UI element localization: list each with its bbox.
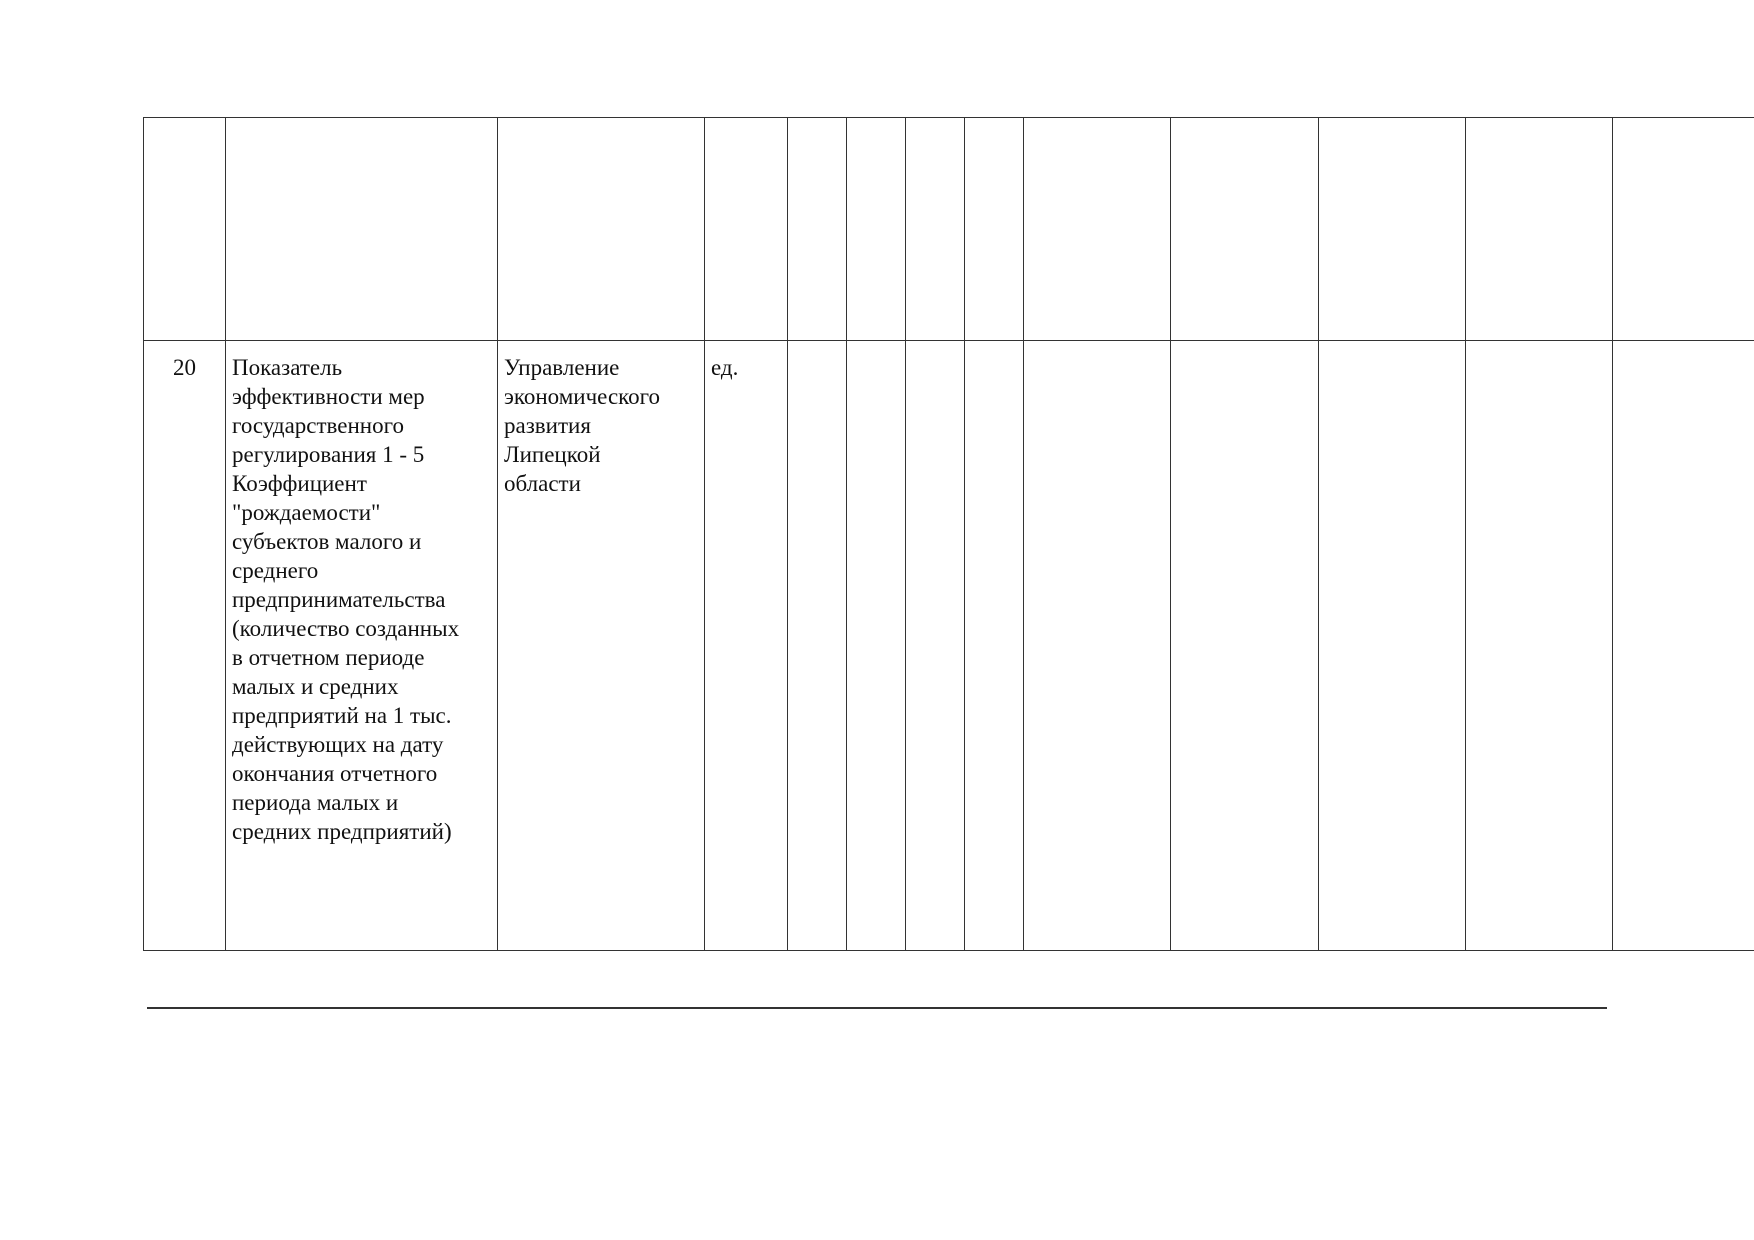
indicator-name-cell: Показатель эффективности мер государственного регулирования 1 - 5 Коэффициент "рождаемости" субъектов малого и среднего предпринимательства (количество созданных в отчетном периоде малых и средних предприятий на 1 тыс. действующих на дату окончания отчетного периода малых и средних предприятий) xyxy=(226,341,498,951)
footnote-divider xyxy=(147,1007,1607,1009)
table-row xyxy=(144,341,1754,951)
table-cell xyxy=(1024,118,1171,341)
table-cell xyxy=(1319,341,1466,951)
table-cell xyxy=(705,118,788,341)
table-cell xyxy=(788,118,847,341)
table-header-continuation-row xyxy=(144,118,1754,341)
table-cell xyxy=(965,341,1024,951)
responsible-cell: Управление экономического развития Липецкой области xyxy=(498,341,705,951)
table-cell xyxy=(847,118,906,341)
indicator-table xyxy=(143,117,1754,951)
table-cell xyxy=(1171,118,1319,341)
table-cell xyxy=(847,341,906,951)
table-cell xyxy=(1024,341,1171,951)
table-cell xyxy=(144,118,226,341)
table-cell xyxy=(1466,341,1613,951)
table-cell xyxy=(906,118,965,341)
table-cell xyxy=(788,341,847,951)
table-cell xyxy=(1613,118,1754,341)
table-cell xyxy=(965,118,1024,341)
unit-cell: ед. xyxy=(705,341,788,951)
table-cell xyxy=(1319,118,1466,341)
table-cell xyxy=(226,118,498,341)
row-number-cell: 20 xyxy=(144,341,226,951)
table-cell xyxy=(1613,341,1754,951)
table-cell xyxy=(498,118,705,341)
table-cell xyxy=(1171,341,1319,951)
table-cell xyxy=(1466,118,1613,341)
table-cell xyxy=(906,341,965,951)
